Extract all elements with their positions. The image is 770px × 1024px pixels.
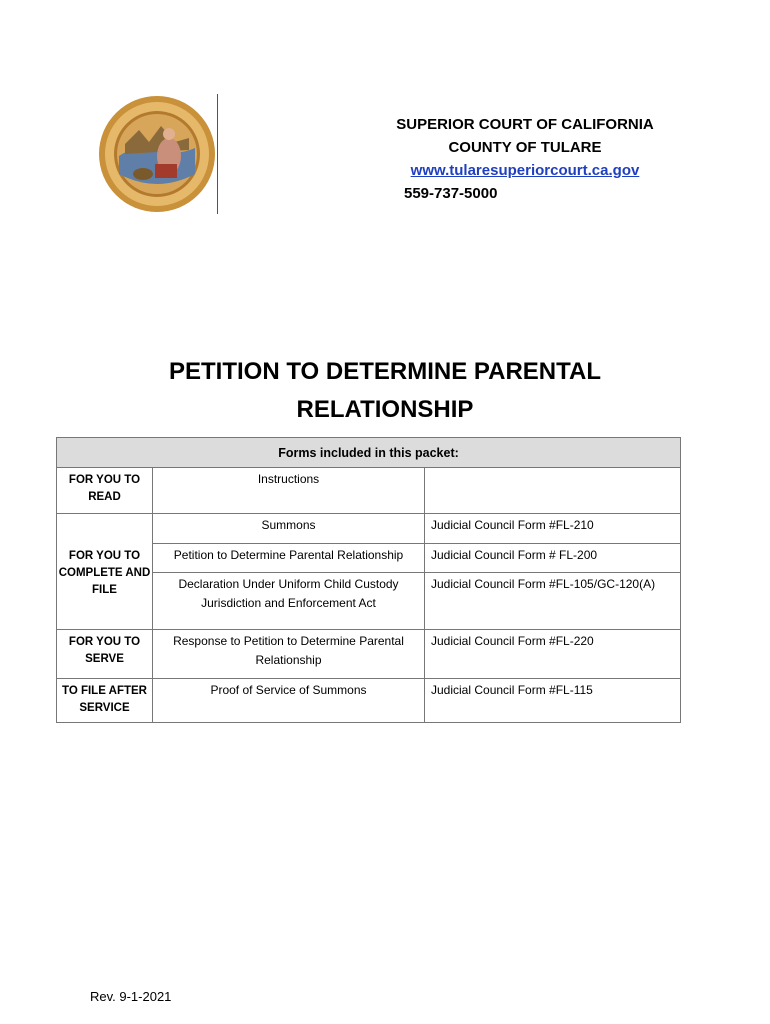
table-row — [57, 468, 681, 514]
form-reference — [425, 468, 681, 514]
title-line-1: PETITION TO DETERMINE PARENTAL — [168, 358, 601, 385]
form-reference: Judicial Council Form #FL-220 — [425, 630, 681, 679]
court-header — [390, 113, 660, 205]
group-label-complete: FOR YOU TO COMPLETE AND FILE — [57, 514, 153, 630]
forms-table — [56, 437, 681, 723]
revision-date: Rev. 9-1-2021 — [90, 989, 172, 1004]
group-label-read: FOR YOU TO READ — [57, 468, 153, 514]
group-label-serve: FOR YOU TO SERVE — [57, 630, 153, 679]
form-reference: Judicial Council Form #FL-105/GC-120(A) — [425, 573, 681, 630]
form-reference: Judicial Council Form #FL-210 — [425, 514, 681, 544]
table-row — [57, 630, 681, 679]
form-reference: Judicial Council Form #FL-115 — [425, 679, 681, 723]
court-name: SUPERIOR COURT OF CALIFORNIA — [396, 116, 654, 133]
form-reference: Judicial Council Form # FL-200 — [425, 544, 681, 573]
court-website-link[interactable]: www.tularesuperiorcourt.ca.gov — [410, 162, 640, 179]
group-label-after-service: TO FILE AFTER SERVICE — [57, 679, 153, 723]
title-line-2: RELATIONSHIP — [296, 396, 474, 423]
form-description: Proof of Service of Summons — [153, 679, 425, 723]
county-name: COUNTY OF TULARE — [448, 139, 602, 156]
form-description: Instructions — [153, 468, 425, 514]
forms-table-header: Forms included in this packet: — [57, 438, 681, 468]
form-description: Petition to Determine Parental Relationship — [153, 544, 425, 573]
form-description: Summons — [153, 514, 425, 544]
table-row — [57, 514, 681, 544]
page-title — [100, 353, 670, 429]
california-seal-logo — [97, 94, 218, 214]
form-description: Declaration Under Uniform Child Custody Jurisdiction and Enforcement Act — [153, 573, 425, 630]
court-phone: 559-737-5000 — [404, 185, 498, 202]
table-row — [57, 679, 681, 723]
form-description: Response to Petition to Determine Parental Relationship — [153, 630, 425, 679]
